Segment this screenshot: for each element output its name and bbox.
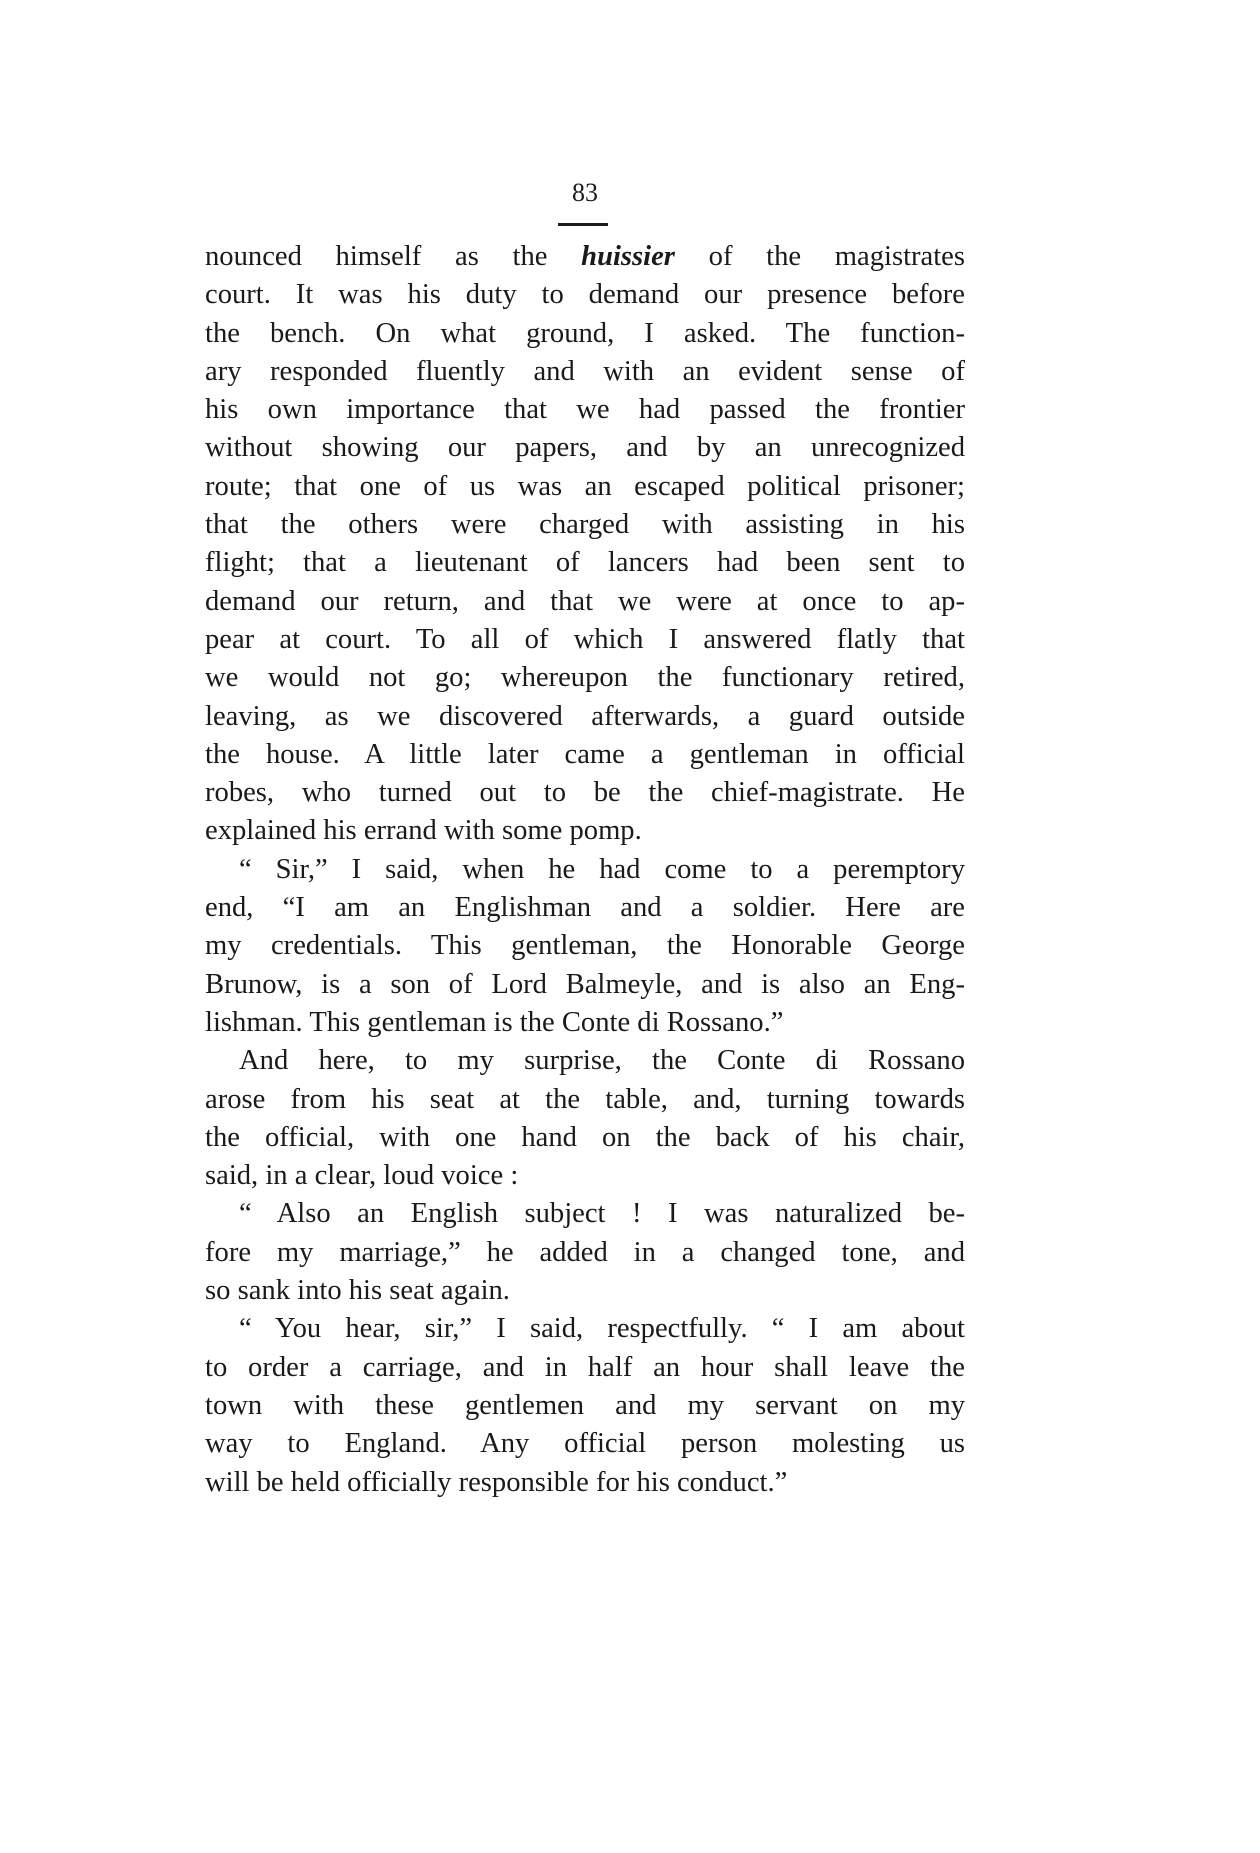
text-line-content: “ Sir,” I said, when he had come to a peremptory [239,853,965,885]
text-line-content: town with these gentlemen and my servant on my [205,1389,965,1421]
text-line-content: will be held officially responsible for his conduct.” [205,1466,788,1498]
text-line-content: that the others were charged with assisting in his [205,509,965,541]
text-line [205,468,965,506]
text-line-content: “ Also an English subject ! I was naturalized be- [239,1198,965,1230]
text-line [205,391,965,429]
text-line-content: demand our return, and that we were at once to ap- [205,585,965,617]
text-line-content: nounced himself as the [205,241,582,272]
text-line [205,238,965,276]
text-line-content: end, “I am an Englishman and a soldier. Here are [205,892,965,924]
text-line [205,774,965,812]
text-line-content: Brunow, is a son of Lord Balmeyle, and is also an Eng- [205,968,965,1000]
text-line [205,736,965,774]
text-line [205,621,965,659]
text-line [205,1387,965,1425]
text-line-content: the house. A little later came a gentleman in official [205,738,965,770]
text-line [205,506,965,544]
text-line-content: explained his errand with some pomp. [205,815,642,847]
text-line-content: so sank into his seat again. [205,1275,510,1307]
text-line-content: route; that one of us was an escaped political prisoner; [205,470,965,502]
text-line [205,1195,965,1233]
text-line [205,276,965,314]
text-line-content: to order a carriage, and in half an hour shall leave the [205,1351,965,1383]
text-line [205,583,965,621]
text-line-content: the bench. On what ground, I asked. The function- [205,317,965,349]
text-line [205,927,965,965]
text-line [205,1119,965,1157]
text-line-content: pear at court. To all of which I answered flatly that [205,623,965,655]
text-line-content: his own importance that we had passed the frontier [205,394,965,426]
text-line-content: way to England. Any official person molesting us [205,1428,965,1460]
text-line-content: the official, with one hand on the back of his chair, [205,1121,965,1153]
text-line [205,1272,965,1310]
text-line-content: fore my marriage,” he added in a changed tone, and [205,1236,965,1268]
text-line-content: my credentials. This gentleman, the Honorable George [205,930,965,962]
text-line [205,1081,965,1119]
text-line-continuation: of the magistrates [674,241,966,272]
text-line [205,889,965,927]
text-line-content: said, in a clear, loud voice : [205,1160,519,1192]
text-line-content: without showing our papers, and by an unrecognized [205,432,965,464]
page-number: 83 [572,178,598,207]
text-line [205,429,965,467]
text-line-content: court. It was his duty to demand our presence before [205,279,965,311]
italic-word: huissier [581,241,675,272]
text-line [205,1310,965,1348]
text-line [205,315,965,353]
text-line-content: “ You hear, sir,” I said, respectfully. “ I am about [239,1313,965,1345]
text-line [205,353,965,391]
header-rule [558,223,608,226]
text-line [205,1349,965,1387]
text-line-content: leaving, as we discovered afterwards, a guard outside [205,700,965,732]
text-line-content: flight; that a lieutenant of lancers had been sent to [205,547,965,579]
body-text [205,238,965,1502]
text-line [205,812,965,850]
text-line-content: And here, to my surprise, the Conte di Rossano [239,1045,965,1077]
text-line [205,1004,965,1042]
text-line [205,966,965,1004]
text-line [205,659,965,697]
text-line-content: ary responded fluently and with an evident sense of [205,355,965,387]
text-line-content: we would not go; whereupon the functionary retired, [205,662,965,694]
text-line [205,1157,965,1195]
text-line [205,851,965,889]
text-line-content: robes, who turned out to be the chief-magistrate. He [205,777,965,809]
text-line [205,1425,965,1463]
text-line [205,544,965,582]
text-line [205,1234,965,1272]
text-line-content: lishman. This gentleman is the Conte di Rossano.” [205,1006,784,1038]
text-line [205,1042,965,1080]
text-line [205,1464,965,1502]
text-line-content: arose from his seat at the table, and, turning towards [205,1083,965,1115]
text-line [205,698,965,736]
